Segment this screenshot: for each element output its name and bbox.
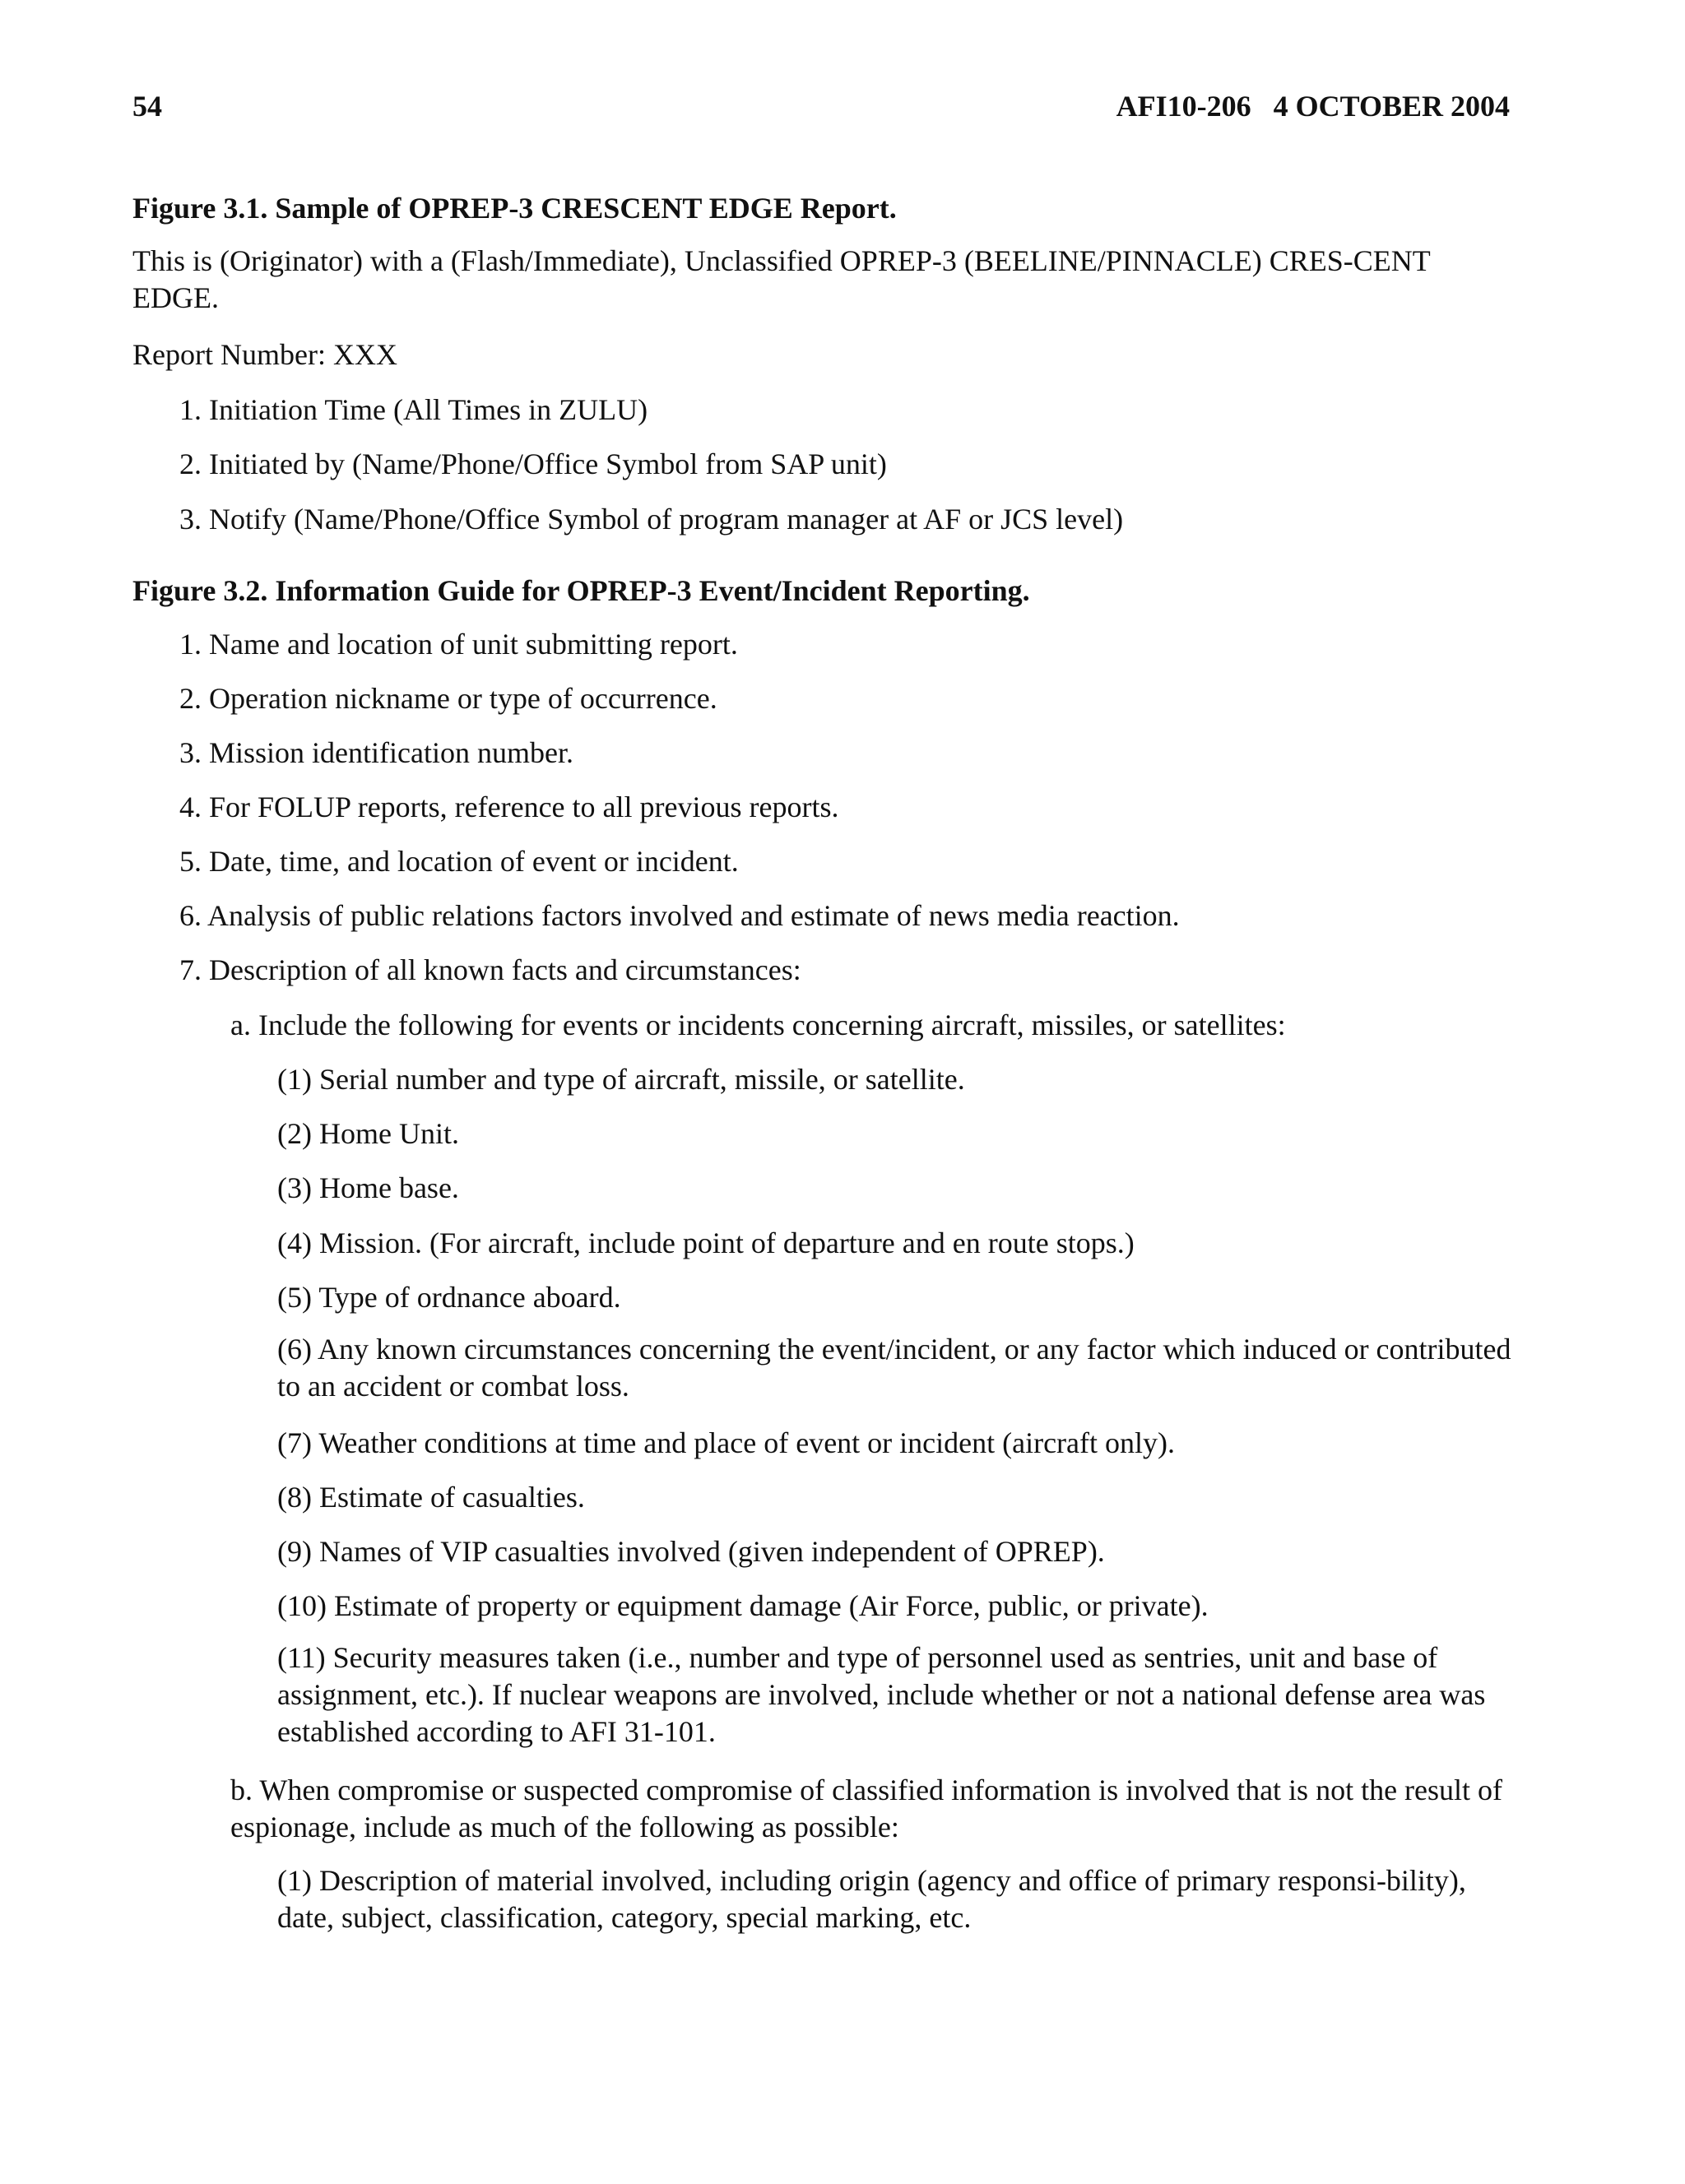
sub-a-item: (2) Home Unit.	[277, 1117, 459, 1150]
sub-b-item: (1) Description of material involved, including origin (agency and office of primary responsi-bility), date, subject, classification, category, special marking, etc.	[277, 1864, 1466, 1934]
sub-a-item: (6) Any known circumstances concerning the event/incident, or any factor which induced or contributed to an accident or combat loss.	[277, 1333, 1511, 1403]
figure-3-1-title: Figure 3.1. Sample of OPREP-3 CRESCENT EDGE Report.	[132, 192, 897, 225]
fig2-list-item: 4. For FOLUP reports, reference to all previous reports.	[179, 791, 839, 823]
sub-section-a: a. Include the following for events or incidents concerning aircraft, missiles, or satellites:	[230, 1009, 1286, 1041]
fig2-list-item: 5. Date, time, and location of event or incident.	[179, 845, 739, 878]
report-number: Report Number: XXX	[132, 338, 397, 371]
document-id: AFI10-206 4 OCTOBER 2004	[1116, 90, 1510, 123]
page-number: 54	[132, 90, 162, 123]
sub-section-b: b. When compromise or suspected compromise of classified information is involved that is not the result of espionage, include as much of the following as possible:	[230, 1774, 1503, 1843]
fig2-list-item: 1. Name and location of unit submitting report.	[179, 628, 738, 661]
page-header	[132, 89, 1510, 132]
sub-a-item: (4) Mission. (For aircraft, include point of departure and en route stops.)	[277, 1226, 1135, 1259]
sub-a-item: (1) Serial number and type of aircraft, missile, or satellite.	[277, 1063, 965, 1096]
sub-a-item: (10) Estimate of property or equipment damage (Air Force, public, or private).	[277, 1589, 1209, 1622]
fig1-list-item: 1. Initiation Time (All Times in ZULU)	[179, 393, 648, 426]
fig2-list-item: 2. Operation nickname or type of occurrence.	[179, 682, 717, 715]
sub-a-item: (8) Estimate of casualties.	[277, 1481, 585, 1514]
sub-a-item: (7) Weather conditions at time and place of event or incident (aircraft only).	[277, 1426, 1176, 1459]
fig2-list-item: 6. Analysis of public relations factors involved and estimate of news media reaction.	[179, 899, 1180, 932]
fig2-list-item: 7. Description of all known facts and circumstances:	[179, 953, 801, 986]
sub-a-item: (9) Names of VIP casualties involved (given independent of OPREP).	[277, 1535, 1105, 1568]
fig2-list-item: 3. Mission identification number.	[179, 736, 573, 769]
sub-a-item: (3) Home base.	[277, 1171, 459, 1204]
figure-3-1-intro: This is (Originator) with a (Flash/Immediate), Unclassified OPREP-3 (BEELINE/PINNACLE) CRES-CENT EDGE.	[132, 244, 1431, 314]
sub-a-item: (5) Type of ordnance aboard.	[277, 1281, 621, 1314]
sub-a-item: (11) Security measures taken (i.e., number and type of personnel used as sentries, unit and base of assignment, etc.). If nuclear weapons are involved, include whether or not a national defense area was established according to AFI 31-101.	[277, 1641, 1486, 1748]
fig1-list-item: 3. Notify (Name/Phone/Office Symbol of program manager at AF or JCS level)	[179, 503, 1124, 536]
fig1-list-item: 2. Initiated by (Name/Phone/Office Symbol from SAP unit)	[179, 447, 887, 480]
figure-3-2-title: Figure 3.2. Information Guide for OPREP-3 Event/Incident Reporting.	[132, 574, 1030, 607]
